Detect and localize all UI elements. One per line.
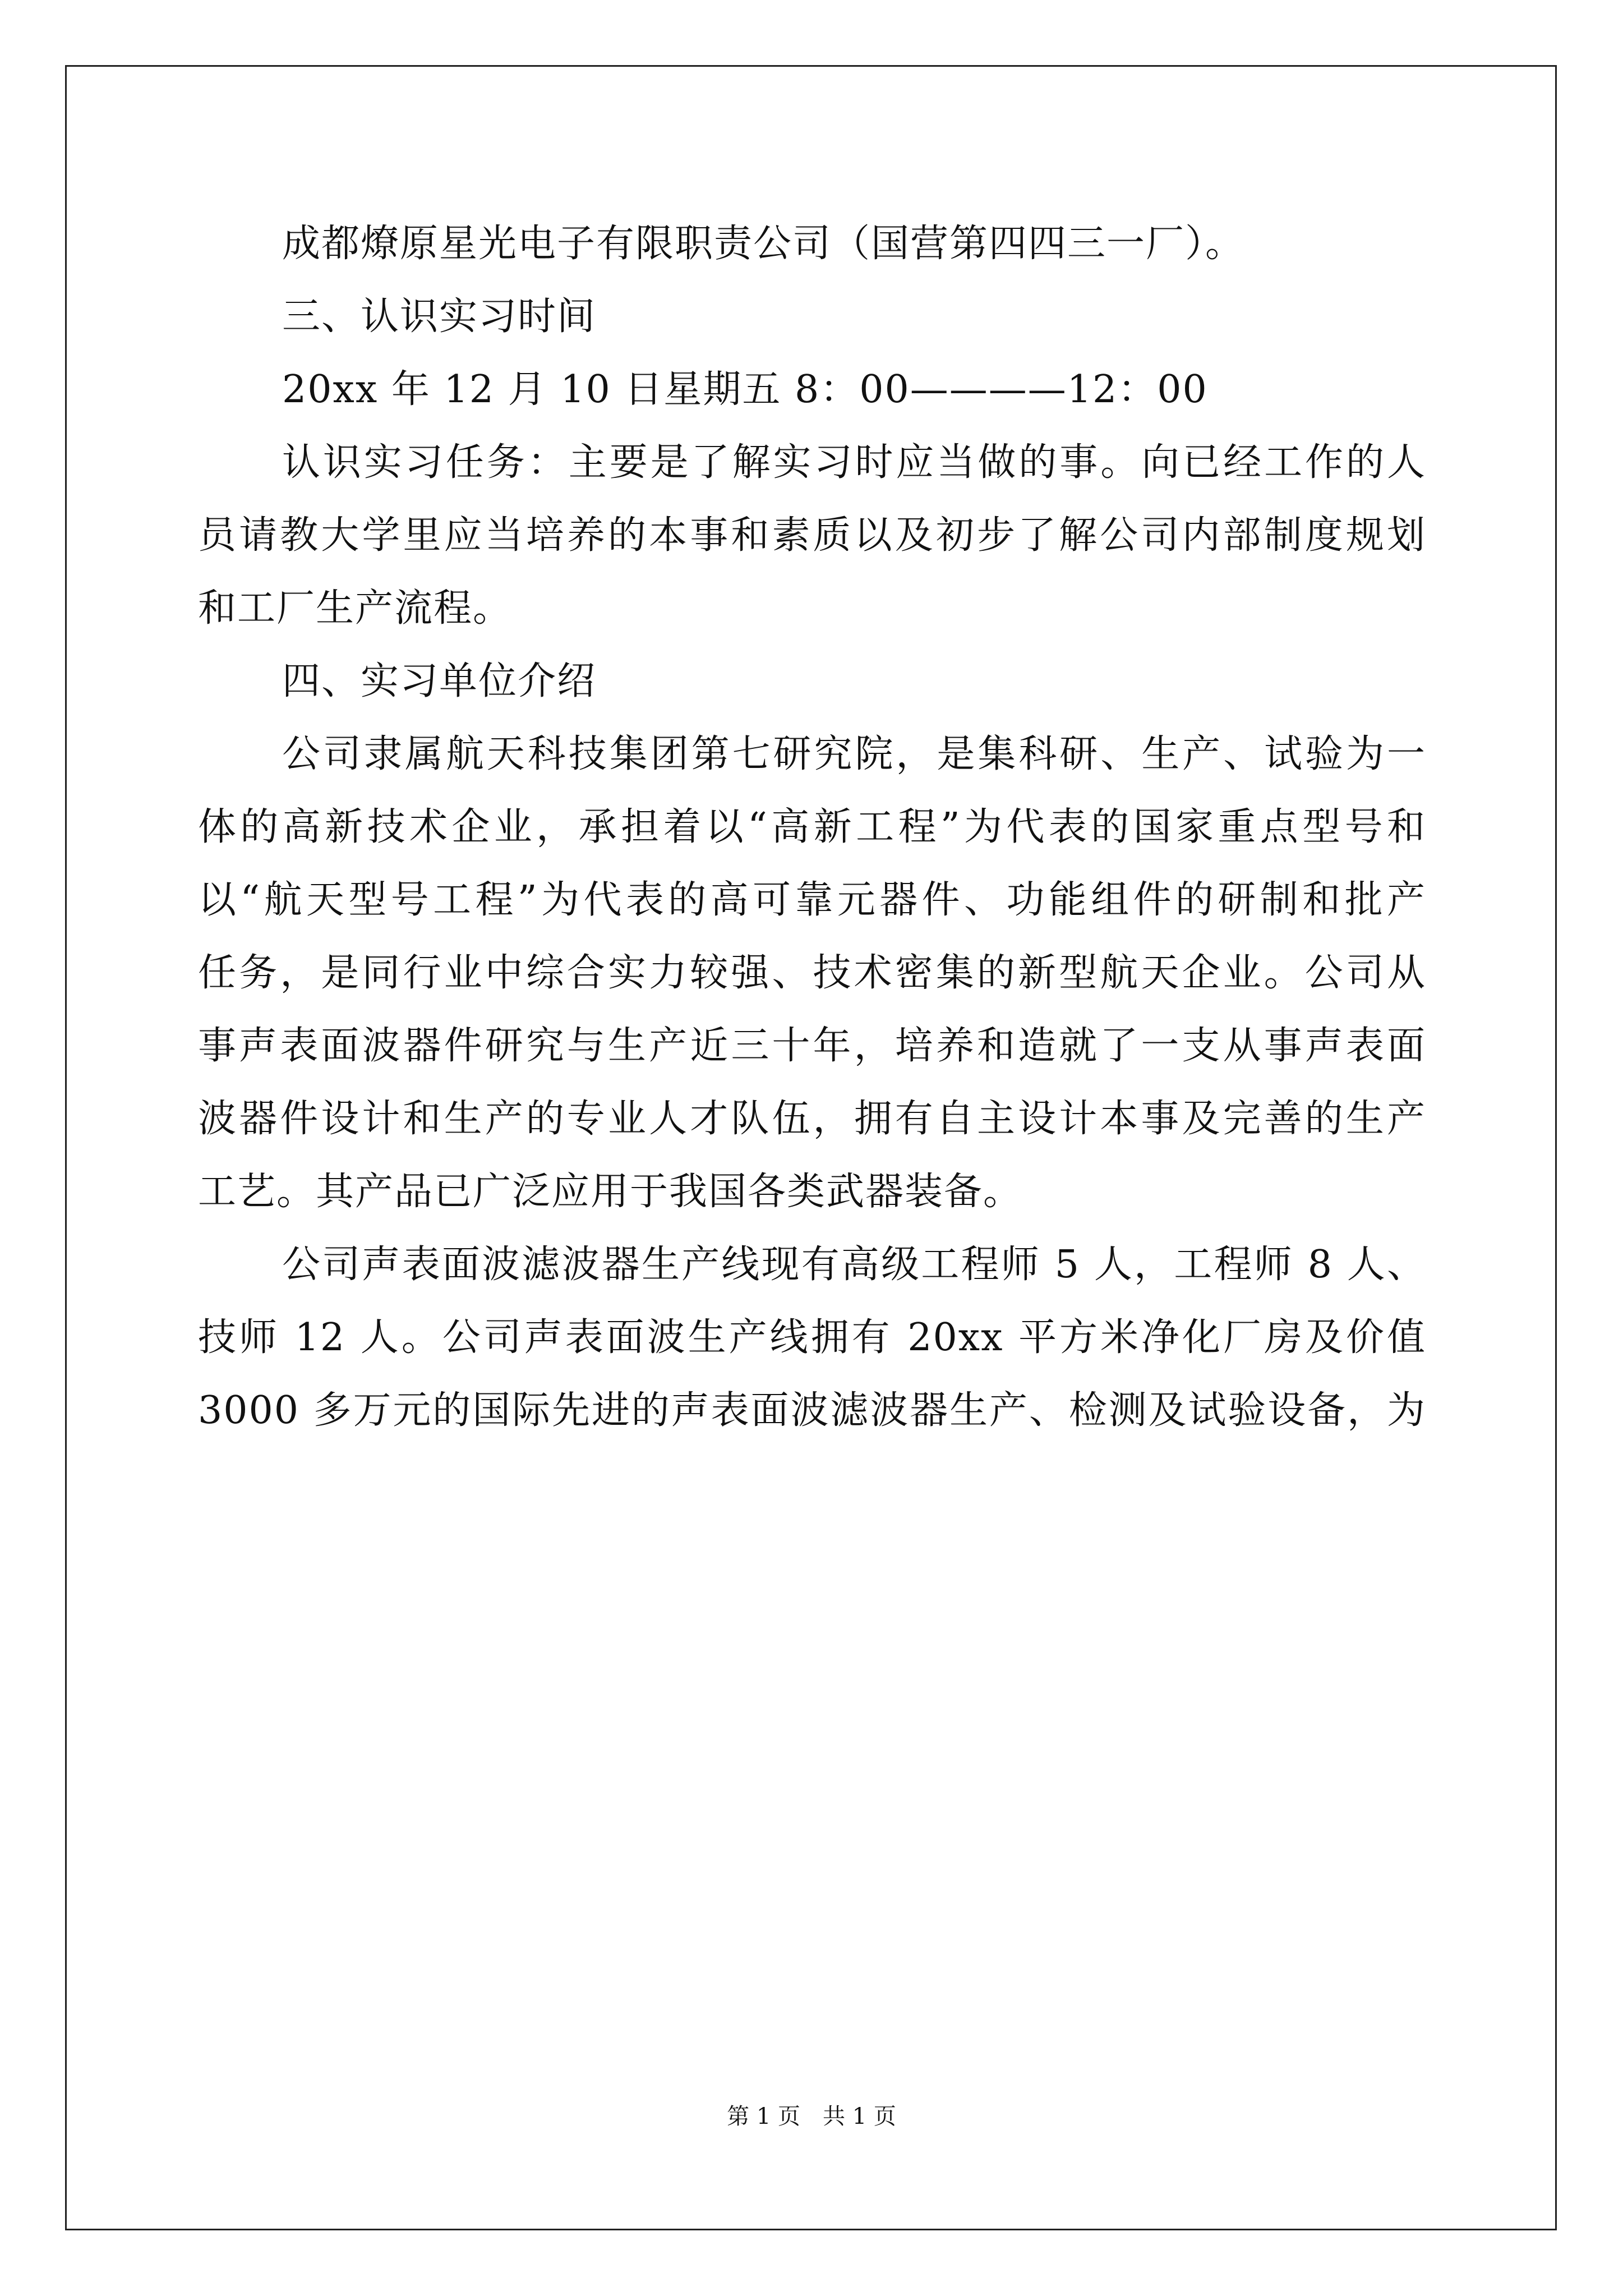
internship-date-line: 20xx 年 12 月 10 日星期五 8：00————12：00 <box>282 367 1208 412</box>
document-body <box>198 208 1426 1447</box>
unit-intro-line-5: 事声表面波器件研究与生产近三十年，培养和造就了一支从事声表面 <box>198 1024 1426 1068</box>
unit-intro-line-3: 以“航天型号工程”为代表的高可靠元器件、功能组件的研制和批产 <box>198 878 1426 922</box>
internship-task-line-2: 员请教大学里应当培养的本事和素质以及初步了解公司内部制度规划 <box>198 513 1426 558</box>
paragraph-company-name: 成都燎原星光电子有限职责公司（国营第四四三一厂）。 <box>282 222 1245 266</box>
unit-intro-line-2: 体的高新技术企业，承担着以“高新工程”为代表的国家重点型号和 <box>198 805 1426 849</box>
internship-task-line-3: 和工厂生产流程。 <box>198 586 513 631</box>
unit-intro-line-6: 波器件设计和生产的专业人才队伍，拥有自主设计本事及完善的生产 <box>198 1097 1426 1141</box>
internship-task-line-1: 认识实习任务：主要是了解实习时应当做的事。向已经工作的人 <box>282 440 1426 485</box>
page-total: 共 1 页 <box>823 2104 896 2129</box>
page-footer <box>0 2100 1623 2133</box>
unit-intro-line-4: 任务，是同行业中综合实力较强、技术密集的新型航天企业。公司从 <box>198 951 1426 995</box>
heading-internship-time: 三、认识实习时间 <box>282 295 597 339</box>
unit-intro-line-1: 公司隶属航天科技集团第七研究院，是集科研、生产、试验为一 <box>282 732 1426 776</box>
production-line-line-2: 技师 12 人。公司声表面波生产线拥有 20xx 平方米净化厂房及价值 <box>198 1315 1426 1360</box>
heading-unit-introduction: 四、实习单位介绍 <box>282 659 597 703</box>
production-line-line-1: 公司声表面波滤波器生产线现有高级工程师 5 人，工程师 8 人、 <box>282 1243 1426 1287</box>
production-line-line-3: 3000 多万元的国际先进的声表面波滤波器生产、检测及试验设备，为 <box>198 1388 1426 1433</box>
unit-intro-line-7: 工艺。其产品已广泛应用于我国各类武器装备。 <box>198 1170 1023 1214</box>
page-number: 第 1 页 <box>727 2104 800 2129</box>
